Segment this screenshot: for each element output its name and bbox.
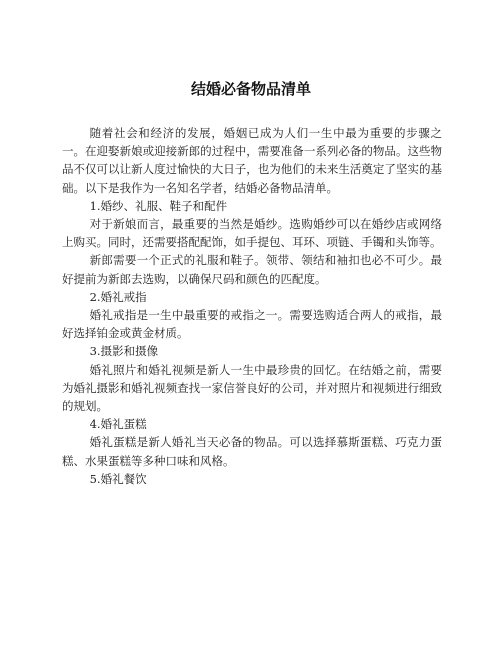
section-3-paragraph: 婚礼照片和婚礼视频是新人一生中最珍贵的回忆。在结婚之前，需要为婚礼摄影和婚礼视频查找一家信誉良好的公司，并对照片和视频进行细致的规划。 [62,362,442,414]
intro-paragraph: 随着社会和经济的发展，婚姻已成为人们一生中最为重要的步骤之一。在迎娶新娘或迎接新郎的过程中，需要准备一系列必备的物品。这些物品不仅可以让新人度过愉快的大日子，也为他们的未来生活奠定了坚实的基础。以下是我作为一名知名学者，结婚必备物品清单。 [62,126,442,195]
section-1-paragraph-groom: 新郎需要一个正式的礼服和鞋子。领带、领结和袖扣也必不可少。最好提前为新郎去选购，以确保尺码和颜色的匹配度。 [62,253,442,286]
section-2-paragraph: 婚礼戒指是一生中最重要的戒指之一。需要选购适合两人的戒指，最好选择铂金或黄金材质。 [62,308,442,341]
section-heading-5: 5.婚礼餐饮 [89,471,147,486]
section-heading-1: 1.婚纱、礼服、鞋子和配件 [89,198,228,213]
section-1-paragraph-bride: 对于新娘而言，最重要的当然是婚纱。选购婚纱可以在婚纱店或网络上购买。同时，还需要搭配配饰，如手提包、耳环、项链、手镯和头饰等。 [62,217,442,250]
section-4-paragraph: 婚礼蛋糕是新人婚礼当天必备的物品。可以选择慕斯蛋糕、巧克力蛋糕、水果蛋糕等多种口味和风格。 [62,435,442,468]
document-title: 结婚必备物品清单 [190,80,311,98]
document-body [62,124,442,488]
section-heading-3: 3.摄影和摄像 [89,344,159,359]
section-heading-2: 2.婚礼戒指 [89,289,147,304]
section-heading-4: 4.婚礼蛋糕 [89,417,147,432]
